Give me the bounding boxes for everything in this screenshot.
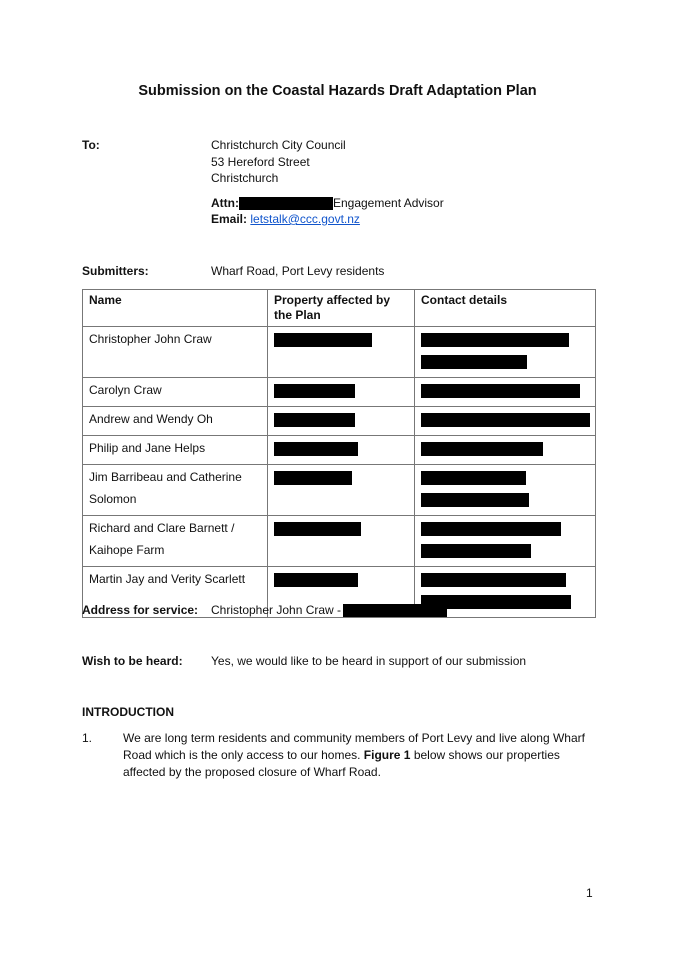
attn-role: Engagement Advisor: [332, 195, 444, 210]
redaction-block: [274, 384, 355, 398]
property-cell: [268, 378, 415, 407]
attn-line: [211, 195, 444, 212]
attn-label: Attn:: [211, 195, 239, 210]
to-label: To:: [82, 138, 100, 152]
document-title: Submission on the Coastal Hazards Draft Adaptation Plan: [138, 83, 537, 99]
redaction-block: [421, 355, 527, 369]
redaction-block: [239, 197, 333, 210]
redaction-block: [421, 493, 529, 507]
name-text: Richard and Clare Barnett /: [89, 521, 235, 535]
contact-cell: [415, 378, 596, 407]
redaction-block: [421, 333, 569, 347]
recipient-address: [211, 137, 444, 228]
address-line: 53 Hereford Street: [211, 154, 310, 169]
name-text: Carolyn Craw: [89, 383, 162, 397]
property-cell: [268, 327, 415, 378]
contact-cell: [415, 516, 596, 567]
name-cell: [83, 378, 268, 407]
name-cell: [83, 516, 268, 567]
redaction-block: [421, 522, 561, 536]
header-property: Property affected by the Plan: [268, 290, 415, 327]
redaction-block: [421, 384, 580, 398]
email-label: Email:: [211, 212, 248, 226]
redaction-block: [274, 442, 358, 456]
figure-reference: Figure 1: [363, 748, 411, 762]
redaction-block: [421, 471, 526, 485]
redaction-block: [274, 413, 355, 427]
redaction-block: [421, 442, 543, 456]
redaction-block: [421, 413, 590, 427]
table-row: [83, 465, 596, 516]
paragraph-number: 1.: [82, 731, 93, 745]
page-number: 1: [586, 886, 593, 900]
property-cell: [268, 436, 415, 465]
paragraph-text: below shows our properties affected by the proposed closure of Wharf Road.: [123, 748, 560, 779]
property-cell: [268, 516, 415, 567]
heard-value: Yes, we would like to be heard in support of our submission: [211, 654, 527, 668]
name-cell: [83, 327, 268, 378]
name-text: Martin Jay and Verity Scarlett: [89, 572, 246, 586]
service-label: Address for service:: [82, 603, 199, 617]
email-link[interactable]: letstalk@ccc.govt.nz: [250, 212, 360, 226]
property-cell: [268, 465, 415, 516]
contact-cell: [415, 436, 596, 465]
name-text: Solomon: [89, 492, 137, 506]
service-value: Christopher John Craw -: [211, 603, 342, 617]
service-value-line: [211, 602, 447, 619]
name-cell: [83, 436, 268, 465]
redaction-block: [421, 573, 566, 587]
name-text: Jim Barribeau and Catherine: [89, 470, 242, 484]
heard-label: Wish to be heard:: [82, 654, 183, 668]
name-text: Christopher John Craw: [89, 332, 212, 346]
contact-cell: [415, 407, 596, 436]
introduction-heading: INTRODUCTION: [82, 705, 174, 719]
table-row: [83, 378, 596, 407]
redaction-block: [343, 604, 447, 617]
address-line: Christchurch: [211, 171, 279, 185]
address-line: Christchurch City Council: [211, 138, 346, 152]
name-text: Andrew and Wendy Oh: [89, 412, 213, 426]
table-row: [83, 516, 596, 567]
name-cell: [83, 465, 268, 516]
introduction-paragraph: [123, 730, 593, 781]
contact-cell: [415, 465, 596, 516]
name-cell: [83, 407, 268, 436]
table-header-row: [83, 290, 596, 327]
redaction-block: [274, 471, 352, 485]
submitters-value: Wharf Road, Port Levy residents: [211, 264, 385, 278]
contact-cell: [415, 327, 596, 378]
header-contact: Contact details: [415, 290, 596, 327]
table-row: [83, 407, 596, 436]
redaction-block: [421, 544, 531, 558]
redaction-block: [274, 333, 372, 347]
redaction-block: [274, 522, 361, 536]
table-row: [83, 436, 596, 465]
submitters-table: [82, 289, 596, 618]
paragraph-text: We are long term residents and community members of Port Levy and live along Wharf Road which is the only access to our homes.: [123, 731, 585, 762]
name-text: Philip and Jane Helps: [89, 441, 206, 455]
name-text: Kaihope Farm: [89, 543, 165, 557]
redaction-block: [274, 573, 358, 587]
email-line: [211, 211, 444, 228]
table-row: [83, 327, 596, 378]
submitters-label: Submitters:: [82, 264, 149, 278]
header-name: Name: [83, 290, 268, 327]
property-cell: [268, 407, 415, 436]
